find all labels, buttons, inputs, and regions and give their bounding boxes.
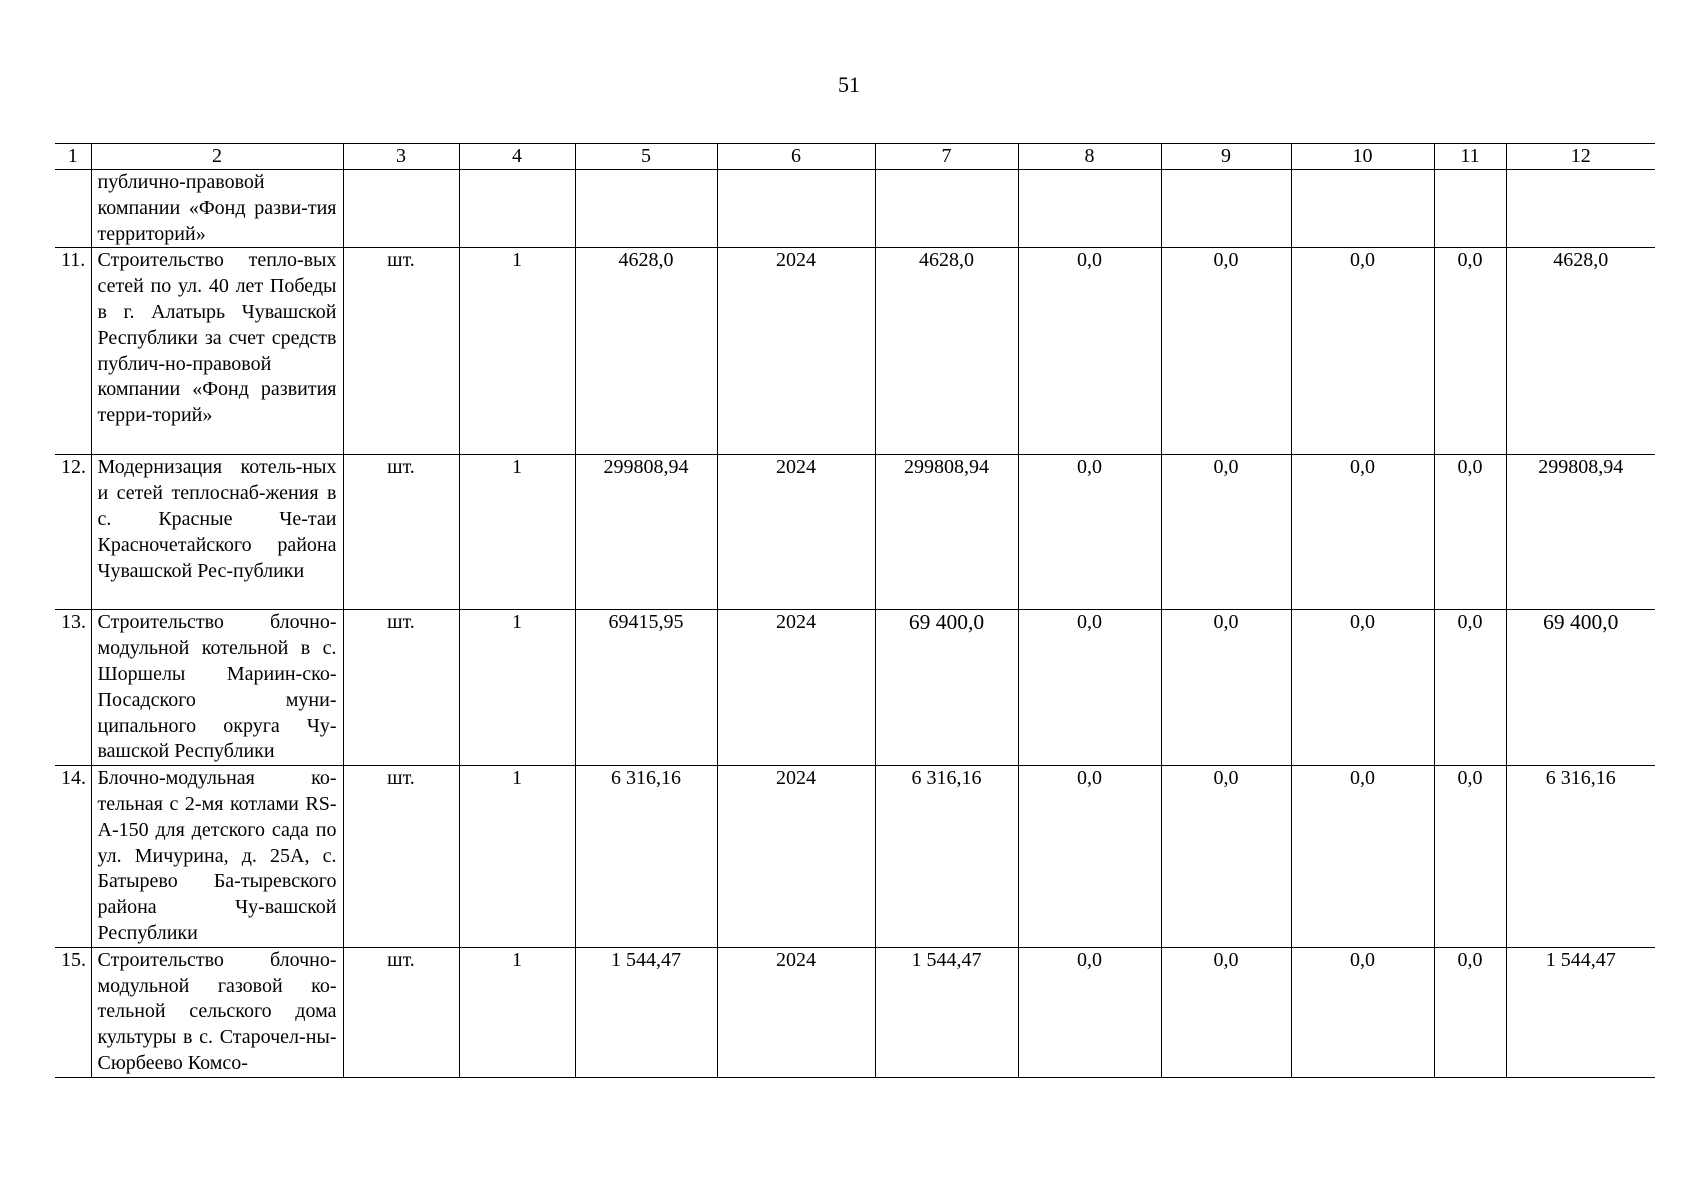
unit-cell: шт. (343, 455, 459, 610)
header-row (55, 144, 1655, 170)
column-header: 10 (1291, 144, 1434, 170)
row-number: 14. (55, 766, 91, 948)
quantity-cell: 1 (459, 610, 575, 766)
column-header: 3 (343, 144, 459, 170)
value-cell-10: 0,0 (1291, 766, 1434, 948)
value-cell-9: 0,0 (1161, 947, 1291, 1077)
year-cell: 2024 (717, 766, 875, 948)
row-description: Блочно-модульная ко-тельная с 2-мя котлами RS-A-150 для детского сада по ул. Мичурина, д. 25А, с. Батырево Ба-тыревского района Чу-вашской Республики (91, 766, 343, 948)
value-cell-8: 0,0 (1018, 610, 1161, 766)
value-cell-5: 1 544,47 (575, 947, 717, 1077)
row-description: Строительство блочно-модульной газовой ко-тельной сельского дома культуры в с. Старочел-ны-Сюрбеево Комсо- (91, 947, 343, 1077)
value-cell-5 (575, 170, 717, 248)
value-cell-12: 299808,94 (1506, 455, 1655, 610)
value-cell-7 (875, 170, 1018, 248)
row-number: 15. (55, 947, 91, 1077)
value-cell-12: 6 316,16 (1506, 766, 1655, 948)
quantity-cell: 1 (459, 455, 575, 610)
row-number (55, 170, 91, 248)
value-cell-11: 0,0 (1434, 248, 1506, 455)
column-header: 1 (55, 144, 91, 170)
value-cell-5: 4628,0 (575, 248, 717, 455)
value-cell-9: 0,0 (1161, 455, 1291, 610)
value-cell-12: 69 400,0 (1506, 610, 1655, 766)
value-cell-7: 4628,0 (875, 248, 1018, 455)
data-table (55, 143, 1655, 1078)
row-description: Строительство блочно-модульной котельной в с. Шоршелы Мариин-ско-Посадского муни-ципального округа Чу-вашской Республики (91, 610, 343, 766)
unit-cell: шт. (343, 610, 459, 766)
year-cell: 2024 (717, 947, 875, 1077)
table-row (55, 766, 1655, 948)
table-row (55, 947, 1655, 1077)
value-cell-12: 4628,0 (1506, 248, 1655, 455)
value-cell-10: 0,0 (1291, 455, 1434, 610)
row-number: 12. (55, 455, 91, 610)
value-cell-9: 0,0 (1161, 610, 1291, 766)
page-number: 51 (838, 72, 860, 97)
value-cell-11: 0,0 (1434, 455, 1506, 610)
value-cell-7: 299808,94 (875, 455, 1018, 610)
row-number: 13. (55, 610, 91, 766)
year-cell: 2024 (717, 610, 875, 766)
table-row (55, 610, 1655, 766)
value-cell-10 (1291, 170, 1434, 248)
value-cell-12 (1506, 170, 1655, 248)
value-cell-8: 0,0 (1018, 766, 1161, 948)
table-row (55, 248, 1655, 455)
unit-cell (343, 170, 459, 248)
column-header: 8 (1018, 144, 1161, 170)
value-cell-9 (1161, 170, 1291, 248)
value-cell-7: 69 400,0 (875, 610, 1018, 766)
quantity-cell: 1 (459, 947, 575, 1077)
row-description: Модернизация котель-ных и сетей теплоснаб-жения в с. Красные Че-таи Красночетайского района Чувашской Рес-публики (91, 455, 343, 610)
unit-cell: шт. (343, 766, 459, 948)
table-row (55, 455, 1655, 610)
value-cell-11: 0,0 (1434, 610, 1506, 766)
row-description: публично-правовой компании «Фонд разви-тия территорий» (91, 170, 343, 248)
value-cell-11 (1434, 170, 1506, 248)
value-cell-11: 0,0 (1434, 766, 1506, 948)
quantity-cell: 1 (459, 248, 575, 455)
row-number: 11. (55, 248, 91, 455)
column-header: 2 (91, 144, 343, 170)
value-cell-9: 0,0 (1161, 766, 1291, 948)
column-header: 6 (717, 144, 875, 170)
unit-cell: шт. (343, 248, 459, 455)
column-header: 4 (459, 144, 575, 170)
unit-cell: шт. (343, 947, 459, 1077)
value-cell-10: 0,0 (1291, 248, 1434, 455)
value-cell-8: 0,0 (1018, 248, 1161, 455)
year-cell: 2024 (717, 248, 875, 455)
quantity-cell: 1 (459, 766, 575, 948)
year-cell (717, 170, 875, 248)
value-cell-8: 0,0 (1018, 455, 1161, 610)
value-cell-12: 1 544,47 (1506, 947, 1655, 1077)
value-cell-9: 0,0 (1161, 248, 1291, 455)
value-cell-8: 0,0 (1018, 947, 1161, 1077)
value-cell-8 (1018, 170, 1161, 248)
value-cell-7: 1 544,47 (875, 947, 1018, 1077)
column-header: 12 (1506, 144, 1655, 170)
value-cell-5: 69415,95 (575, 610, 717, 766)
row-description: Строительство тепло-вых сетей по ул. 40 лет Победы в г. Алатырь Чувашской Республики за счет средств публич-но-правовой компании «Фонд развития терри-торий» (91, 248, 343, 455)
column-header: 5 (575, 144, 717, 170)
value-cell-5: 299808,94 (575, 455, 717, 610)
value-cell-7: 6 316,16 (875, 766, 1018, 948)
value-cell-11: 0,0 (1434, 947, 1506, 1077)
value-cell-5: 6 316,16 (575, 766, 717, 948)
column-header: 9 (1161, 144, 1291, 170)
value-cell-10: 0,0 (1291, 610, 1434, 766)
column-header: 11 (1434, 144, 1506, 170)
table-row (55, 170, 1655, 248)
value-cell-10: 0,0 (1291, 947, 1434, 1077)
year-cell: 2024 (717, 455, 875, 610)
quantity-cell (459, 170, 575, 248)
column-header: 7 (875, 144, 1018, 170)
